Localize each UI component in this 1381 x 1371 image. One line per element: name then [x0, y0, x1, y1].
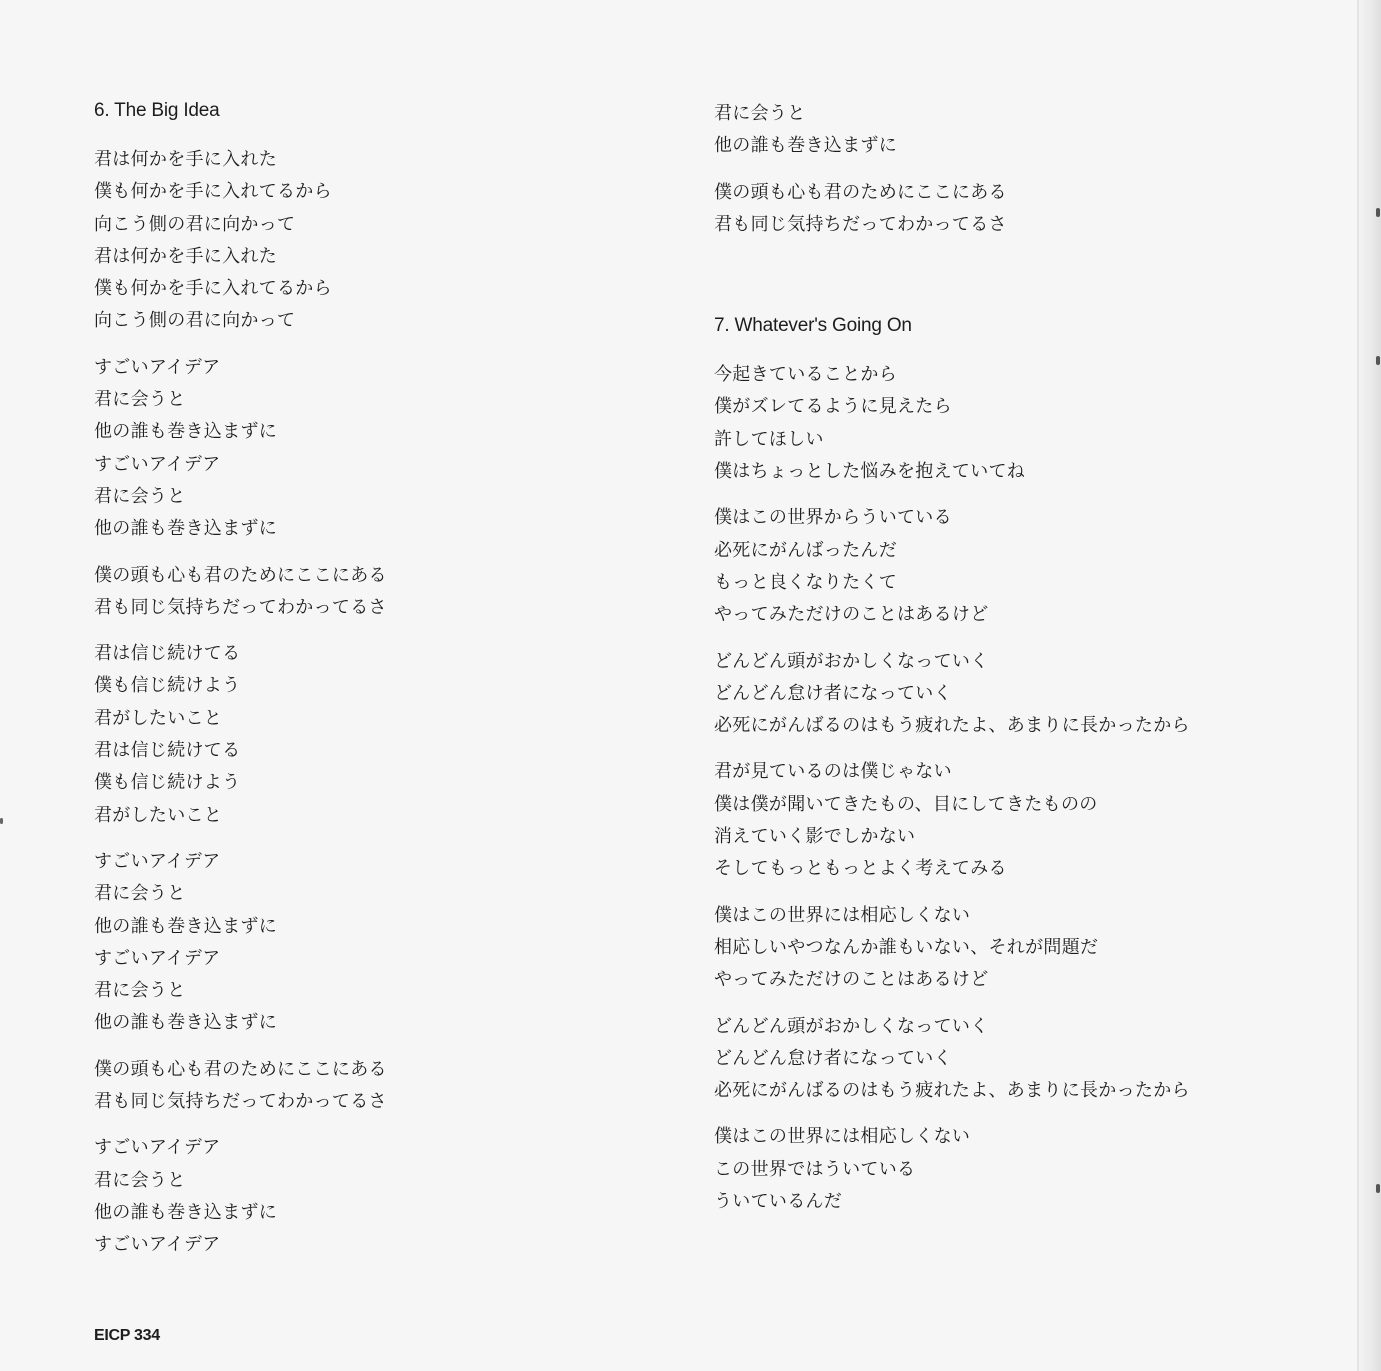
lyric-line: 君に会うと	[714, 103, 806, 124]
stanza	[714, 1011, 1314, 1108]
lyric-line: 君は何かを手に入れた	[94, 245, 277, 267]
lyric-line: どんどん頭がおかしくなっていく	[714, 1015, 989, 1037]
lyric-line: 君に会うと	[94, 1169, 186, 1191]
lyric-line: 今起きていることから	[714, 364, 897, 386]
lyric-line: 君が見ているのは僕じゃない	[714, 761, 952, 783]
lyrics-continued	[714, 98, 1314, 241]
lyric-line: 僕も何かを手に入れてるから	[94, 278, 332, 300]
lyric-line: すごいアイデア	[94, 356, 221, 378]
lyric-line: どんどん怠け者になっていく	[714, 1047, 952, 1069]
lyric-line: やってみただけのことはあるけど	[714, 969, 989, 991]
lyric-line: すごいアイデア	[94, 1234, 221, 1256]
lyric-line: 君に会うと	[94, 883, 186, 905]
lyrics-body	[94, 144, 634, 1262]
lyric-line: 君も同じ気持ちだってわかってるさ	[94, 596, 387, 618]
lyric-line: すごいアイデア	[94, 947, 221, 969]
lyric-line: 僕がズレてるように見えたら	[714, 396, 952, 418]
stanza	[94, 638, 634, 832]
lyric-line: 君に会うと	[94, 389, 186, 411]
catalog-number: EICP 334	[94, 1327, 160, 1344]
stanza	[94, 560, 634, 625]
lyric-line: 君がしたいこと	[94, 804, 223, 826]
stanza	[714, 756, 1314, 885]
lyrics-column-left	[94, 98, 634, 1262]
lyric-line: 他の誰も巻き込まずに	[94, 1012, 277, 1034]
lyric-line: 他の誰も巻き込まずに	[94, 518, 277, 540]
stanza	[714, 98, 1314, 163]
lyric-line: 僕は僕が聞いてきたもの、目にしてきたものの	[714, 793, 1098, 815]
lyric-line: 僕も信じ続けよう	[94, 675, 241, 697]
lyric-line: 向こう側の君に向かって	[94, 213, 296, 235]
lyric-line: 僕はちょっとした悩みを抱えていてね	[714, 461, 1026, 483]
lyric-line: もっと良くなりたくて	[714, 571, 897, 593]
lyric-line: ういているんだ	[714, 1191, 843, 1213]
lyric-line: 君は何かを手に入れた	[94, 149, 277, 170]
stanza	[714, 646, 1314, 743]
lyric-line: 君も同じ気持ちだってわかってるさ	[714, 213, 1007, 235]
stanza	[714, 502, 1314, 631]
lyric-line: 相応しいやつなんか誰もいない、それが問題だ	[714, 936, 1099, 958]
stanza	[94, 1054, 634, 1119]
stanza	[714, 1121, 1314, 1218]
lyric-line: 僕はこの世界には相応しくない	[714, 1126, 971, 1148]
lyric-line: 向こう側の君に向かって	[94, 310, 296, 332]
lyric-line: 君に会うと	[94, 485, 186, 507]
lyric-line: 消えていく影でしかない	[714, 826, 916, 848]
margin-mark	[0, 818, 3, 824]
lyric-line: どんどん怠け者になっていく	[714, 682, 952, 704]
binding-mark	[1376, 356, 1380, 365]
lyric-line: 他の誰も巻き込まずに	[94, 1201, 277, 1223]
lyric-line: 他の誰も巻き込まずに	[94, 421, 277, 443]
lyric-line: すごいアイデア	[94, 453, 221, 475]
song-title: 7. Whatever's Going On	[714, 315, 912, 337]
song-title: 6. The Big Idea	[94, 100, 220, 121]
lyric-line: 君も同じ気持ちだってわかってるさ	[94, 1091, 387, 1113]
lyrics-body	[714, 359, 1314, 1218]
stanza	[94, 144, 634, 338]
binding-mark	[1376, 1184, 1380, 1193]
lyric-line: 許してほしい	[714, 428, 824, 450]
lyric-line: 必死にがんばるのはもう疲れたよ、あまりに長かったから	[714, 1080, 1190, 1102]
lyric-line: 僕も何かを手に入れてるから	[94, 181, 332, 203]
lyric-line: すごいアイデア	[94, 850, 221, 872]
lyric-line: 僕の頭も心も君のためにここにある	[714, 181, 1007, 203]
lyric-line: すごいアイデア	[94, 1137, 221, 1159]
lyric-line: 僕の頭も心も君のためにここにある	[94, 1058, 387, 1080]
lyric-line: そしてもっともっとよく考えてみる	[714, 858, 1007, 880]
lyric-line: 必死にがんばるのはもう疲れたよ、あまりに長かったから	[714, 715, 1190, 737]
binding-mark	[1376, 208, 1380, 217]
lyrics-column-right	[714, 98, 1314, 1218]
stanza	[94, 352, 634, 546]
lyric-line: 君は信じ続けてる	[94, 740, 241, 762]
stanza	[94, 1132, 634, 1261]
stanza	[94, 846, 634, 1040]
lyric-line: 僕はこの世界からういている	[714, 507, 952, 529]
lyric-line: 僕はこの世界には相応しくない	[714, 904, 971, 926]
stanza	[714, 359, 1314, 488]
page-edge-shadow	[1359, 0, 1381, 1371]
lyric-line: 他の誰も巻き込まずに	[94, 915, 277, 937]
lyric-line: 君は信じ続けてる	[94, 643, 241, 665]
lyric-line: 君がしたいこと	[94, 707, 223, 729]
lyric-line: 僕も信じ続けよう	[94, 772, 241, 794]
lyric-line: 僕の頭も心も君のためにここにある	[94, 564, 387, 586]
lyric-line: どんどん頭がおかしくなっていく	[714, 650, 989, 672]
stanza	[714, 900, 1314, 997]
lyric-line: この世界ではういている	[714, 1158, 916, 1180]
lyric-line: やってみただけのことはあるけど	[714, 604, 989, 626]
lyric-line: 他の誰も巻き込まずに	[714, 135, 897, 157]
stanza	[714, 177, 1314, 242]
lyric-line: 君に会うと	[94, 980, 186, 1002]
lyric-line: 必死にがんばったんだ	[714, 539, 897, 561]
